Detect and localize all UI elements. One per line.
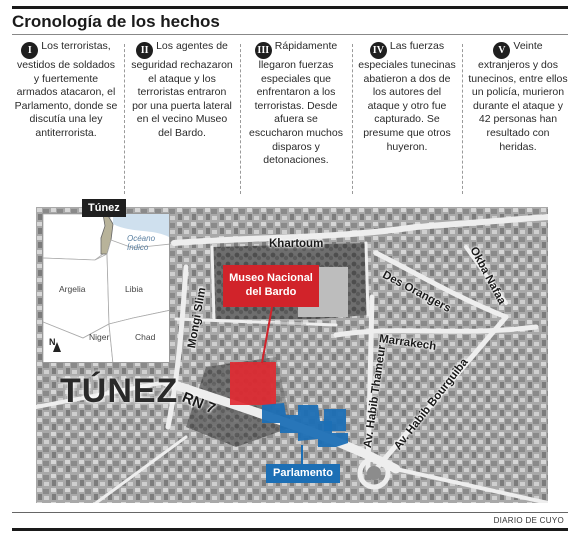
timeline-item bbox=[14, 40, 118, 202]
street-label: Okba Nafaa bbox=[467, 245, 508, 307]
parliament-annex bbox=[324, 409, 346, 431]
timeline-text: Los agentes de seguridad rechazaron el ataque y los terroristas entraron por una puerta lateral en el vecino Museo del Bardo. bbox=[131, 40, 233, 139]
city-label: TÚNEZ bbox=[60, 372, 179, 410]
museum-pointer bbox=[262, 307, 272, 363]
source-credit: DIARIO DE CUYO bbox=[493, 516, 564, 525]
parliament-label: Parlamento bbox=[266, 464, 340, 483]
location-inset-map bbox=[42, 213, 170, 363]
inset-ocean-label: Océano Índico bbox=[127, 234, 156, 252]
street-label: Av. Habib Thameur bbox=[362, 344, 389, 449]
bottom-bar bbox=[12, 528, 568, 531]
timeline-divider bbox=[352, 44, 353, 194]
page-title: Cronología de los hechos bbox=[12, 6, 568, 32]
numeral-badge-icon: V bbox=[493, 42, 510, 59]
title-divider bbox=[12, 34, 568, 35]
inset-country-label: Argelia bbox=[59, 284, 86, 294]
timeline-item bbox=[246, 40, 346, 202]
timeline-text: Los terroristas, vestidos de soldados y fuertemente armados atacaron, el Parlamento, donde se discutía una ley antiterrorista. bbox=[14, 40, 118, 139]
timeline-text: Rápidamente llegaron fuerzas especiales que enfrentaron a los terroristas. Desde afuera se escucharon muchos disparos y detonaciones. bbox=[249, 40, 343, 167]
numeral-badge-icon: IV bbox=[370, 42, 387, 59]
timeline-item bbox=[468, 40, 568, 202]
numeral-badge-icon: III bbox=[255, 42, 272, 59]
timeline-item bbox=[130, 40, 234, 202]
street-label: Mongi Slim bbox=[186, 286, 209, 350]
street-label: Av. Habib Bourguiba bbox=[392, 356, 471, 453]
numeral-badge-icon: I bbox=[21, 42, 38, 59]
timeline-text: Las fuerzas especiales tunecinas abatieron a dos de los autores del ataque y otro fue capturado. Se presume que otros huyeron. bbox=[358, 40, 456, 153]
street-label: Marrakech bbox=[378, 333, 437, 353]
museum-label: Museo Nacional del Bardo bbox=[223, 265, 319, 307]
street-label: Khartoum bbox=[269, 238, 324, 250]
timeline bbox=[12, 40, 568, 202]
inset-country-label: Niger bbox=[89, 332, 110, 342]
timeline-divider bbox=[462, 44, 463, 194]
timeline-item bbox=[358, 40, 456, 202]
street-label: RN 7 bbox=[179, 389, 218, 418]
inset-country-label: Libia bbox=[125, 284, 143, 294]
map bbox=[36, 202, 548, 503]
timeline-divider bbox=[124, 44, 125, 194]
timeline-text: Veinte extranjeros y dos tunecinos, entre ellos un policía, murieron durante el ataque y 42 personas han resultado con heridas. bbox=[468, 40, 568, 153]
inset-country-label: Chad bbox=[135, 332, 156, 342]
north-arrow-icon: N bbox=[49, 337, 56, 347]
street-label: Des Orangers bbox=[380, 269, 453, 316]
museum-building bbox=[230, 362, 276, 405]
timeline-divider bbox=[240, 44, 241, 194]
numeral-badge-icon: II bbox=[136, 42, 153, 59]
tunez-location-tag: Túnez bbox=[82, 199, 126, 217]
bottom-divider bbox=[12, 512, 568, 513]
